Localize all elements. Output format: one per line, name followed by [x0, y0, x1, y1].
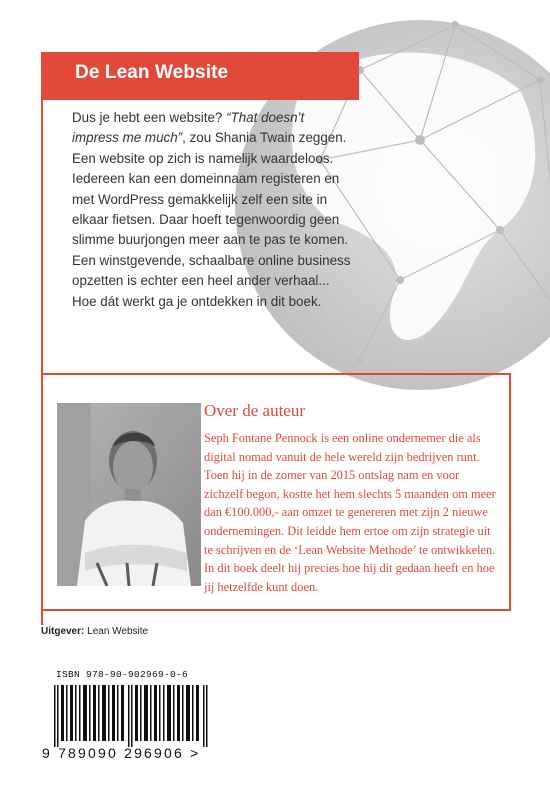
- intro-end: , zou Shania Twain zeggen. Een website op zich is namelijk waardeloos. Iedereen kan een domeinnaam registeren en met WordPress gemakkelijk zelf een site in elkaar fietsen. Daar hoeft tegenwoordig geen slimme buurjongen meer aan te pas te komen. Een winstgevende, schaalbare online business opzetten is echter een heel ander verhaal... Hoe dát werkt ga je ontdekken in dit boek.: [72, 130, 351, 309]
- author-box-border-right: [509, 373, 511, 611]
- book-icon: [329, 61, 343, 83]
- intro-quote: “That doesn’t impress me much”: [72, 110, 305, 146]
- author-photo: [57, 403, 201, 586]
- barcode-number: 9 789090 296906 >: [42, 745, 201, 761]
- title-banner: [41, 52, 359, 100]
- author-bio: Seph Fontane Pennock is een online ondernemer die als digital nomad vanuit de hele wereld zijn bedrijven runt. Toen hij in de zomer van 2015 ontslag nam en voor zichzelf begon, kostte het hem slechts 5 maanden om meer dan €100.000,- aan omzet te genereren met zijn 2 nieuwe ondernemingen. Dit leidde hem ertoe om zijn strategie uit te schrijven en de ‘Lean Website Methode’ te ontwikkelen. In dit boek deelt hij precies hoe hij dit gedaan heeft en hoe jij hetzelfde kunt doen.: [204, 431, 496, 594]
- intro-text: [72, 108, 352, 312]
- barcode-area: [42, 669, 210, 765]
- book-title: De Lean Website: [75, 62, 229, 83]
- author-box: [41, 373, 511, 611]
- author-box-border-top: [41, 373, 511, 375]
- author-box-border-bottom: [41, 609, 511, 611]
- publisher-name: Lean Website: [87, 626, 149, 637]
- left-rule-bottom: [41, 611, 43, 625]
- intro-start: Dus je hebt een website?: [72, 110, 227, 125]
- intro-paragraph: [72, 108, 352, 312]
- author-box-border-left: [41, 373, 43, 611]
- publisher-line: [41, 626, 148, 637]
- isbn-text: ISBN 978-90-902969-0-6: [56, 669, 189, 680]
- author-heading: Over de auteur: [204, 401, 306, 420]
- left-rule: [41, 100, 43, 373]
- publisher-label: Uitgever:: [41, 626, 85, 637]
- barcode-icon: [52, 685, 212, 747]
